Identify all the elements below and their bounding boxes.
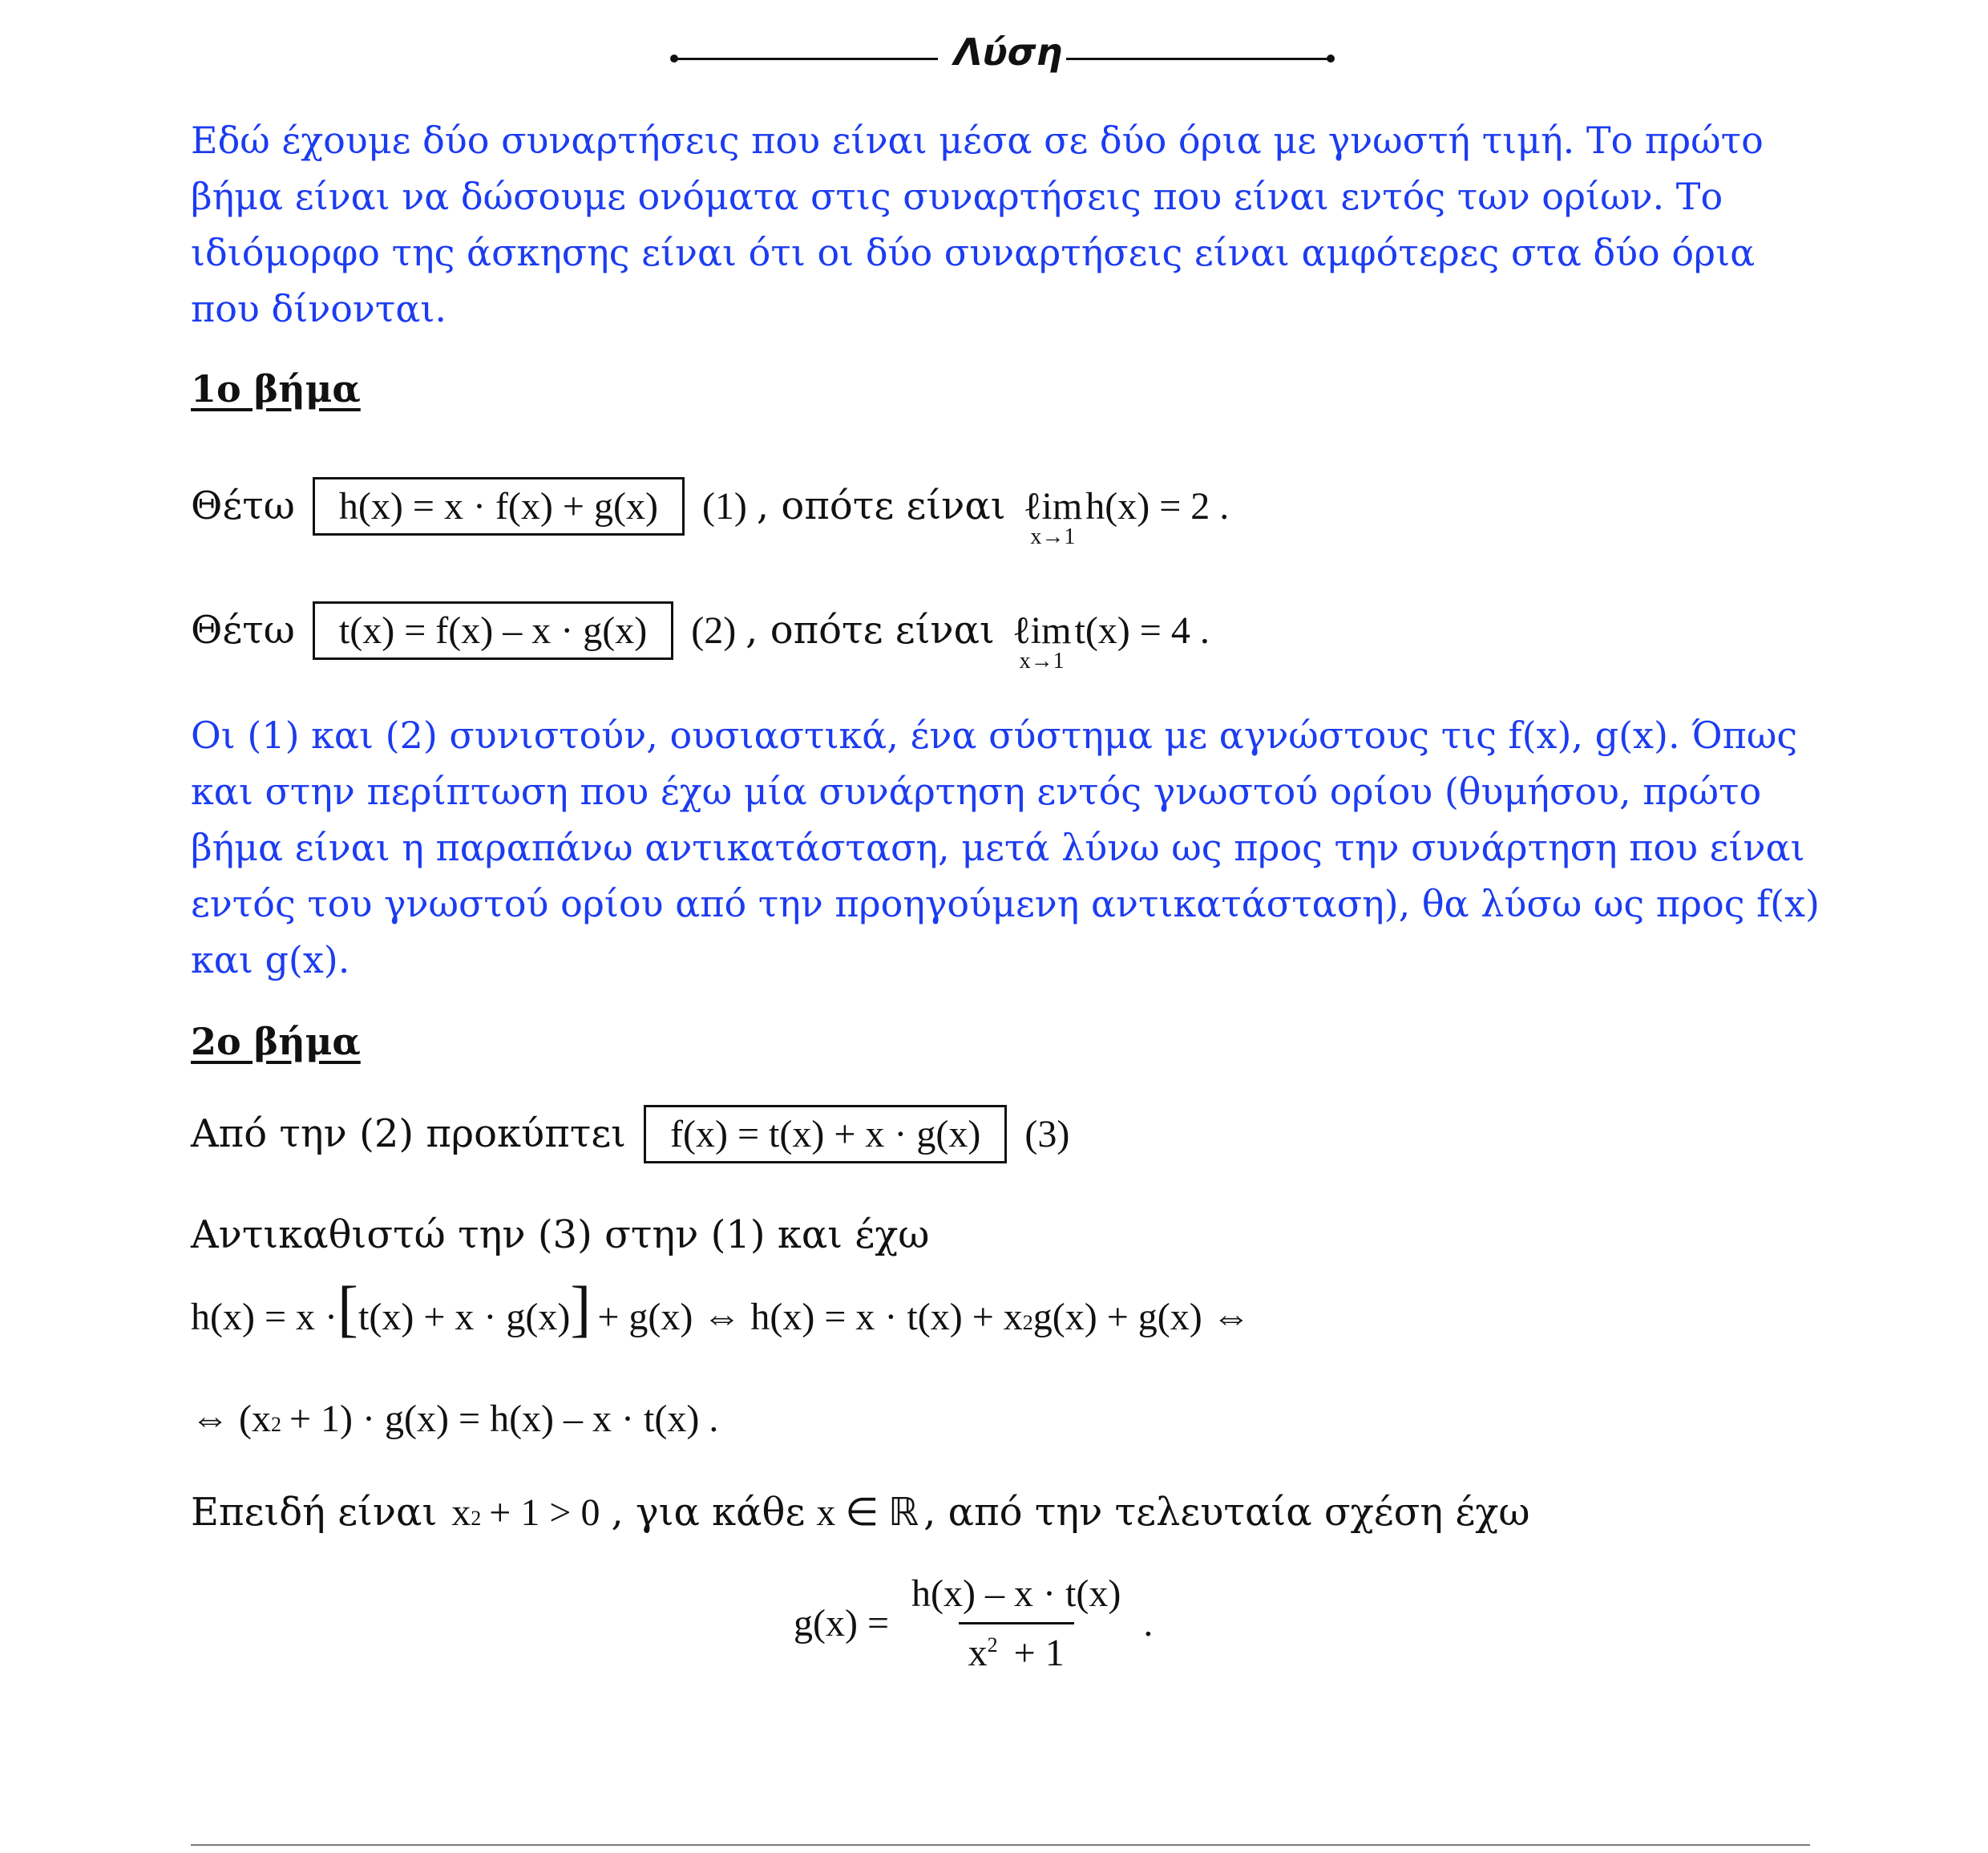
- since-a: Επειδή είναι: [191, 1490, 438, 1535]
- eq-tag: (1): [701, 485, 747, 528]
- lead-text: Από την (2) προκύπτει: [191, 1111, 626, 1156]
- step1-line1: [191, 477, 1230, 549]
- limit-subscript: x→1: [1019, 649, 1065, 674]
- since-line: [191, 1490, 1529, 1535]
- left-bracket: [: [337, 1273, 359, 1343]
- den-base: x: [968, 1632, 988, 1674]
- right-bracket: ]: [570, 1273, 592, 1343]
- since-b: x: [451, 1491, 471, 1534]
- equation-1: [191, 1273, 1251, 1343]
- boxed-equation-h: h(x) = x · f(x) + g(x): [313, 477, 685, 536]
- heading-dot-right: [1327, 55, 1335, 63]
- fraction-numerator: h(x) – x · t(x): [911, 1572, 1121, 1615]
- since-c: + 1 > 0: [489, 1491, 600, 1534]
- eq-tag: (3): [1024, 1113, 1070, 1155]
- step1-title: 1ο βήμα: [191, 367, 361, 411]
- den-exponent: 2: [987, 1633, 998, 1657]
- eq1-part-b: t(x) + x · g(x): [358, 1296, 571, 1338]
- eq1-part-c: + g(x) ⇔ h(x) = x · t(x) + x: [597, 1296, 1023, 1338]
- final-fraction: [902, 1572, 1130, 1675]
- step2-line1: [191, 1105, 1069, 1163]
- equation-2: [191, 1397, 718, 1441]
- fraction-denominator: [959, 1622, 1074, 1675]
- step1-line2: [191, 601, 1210, 674]
- lead-text: Θέτω: [191, 608, 295, 653]
- eq1-part-d: g(x) + g(x) ⇔: [1032, 1296, 1251, 1338]
- substitute-text: Αντικαθιστώ την (3) στην (1) και έχω: [191, 1212, 930, 1257]
- eq2-exponent: 2: [270, 1413, 281, 1436]
- limit: [1023, 484, 1083, 549]
- eq1-exponent: 2: [1022, 1311, 1033, 1334]
- limit-symbol: ℓim: [1012, 609, 1072, 652]
- mid-text: , οπότε είναι: [756, 483, 1006, 528]
- lead-text: Θέτω: [191, 483, 295, 528]
- heading-title: Λύση: [954, 30, 1063, 74]
- eq1-part-a: h(x) = x ·: [191, 1296, 338, 1338]
- heading-rule-left: [673, 58, 938, 60]
- since-e: x ∈ ℝ: [816, 1491, 919, 1534]
- since-exponent: 2: [471, 1507, 482, 1530]
- since-f: , από την τελευταία σχέση έχω: [923, 1490, 1530, 1535]
- heading-rule-right: [1066, 58, 1331, 60]
- eq2-part-b: + 1) · g(x) = h(x) – x · t(x) .: [289, 1398, 719, 1440]
- final-lhs: g(x) =: [794, 1602, 890, 1645]
- mid-text: , οπότε είναι: [746, 608, 995, 653]
- limit-symbol: ℓim: [1023, 485, 1083, 528]
- boxed-equation-t: t(x) = f(x) – x · g(x): [313, 601, 673, 660]
- limit-subscript: x→1: [1030, 524, 1076, 549]
- explain-paragraph: Οι (1) και (2) συνιστούν, ουσιαστικά, ένα σύστημα με αγνώστους τις f(x), g(x). Όπως και στην περίπτωση που έχω μία συνάρτηση εντός γνωστού ορίου (θυμήσου, πρώτο βήμα είναι η παραπάνω αντικατάσταση, μετά λύνω ως προς την συνάρτηση που είναι εντός του γνωστού ορίου από την προηγούμενη αντικατάσταση), θα λύσω ως προς f(x) και g(x).: [191, 714, 1820, 981]
- step2-line2: [191, 1212, 929, 1257]
- since-d: , για κάθε: [611, 1490, 806, 1535]
- boxed-equation-f: f(x) = t(x) + x · g(x): [644, 1105, 1007, 1163]
- limit: [1012, 609, 1072, 674]
- limit-value: t(x) = 4 .: [1074, 609, 1210, 652]
- eq-tag: (2): [691, 609, 737, 652]
- footer-rule: [191, 1844, 1810, 1846]
- step2-title: 2ο βήμα: [191, 1020, 361, 1063]
- intro-paragraph: Εδώ έχουμε δύο συναρτήσεις που είναι μέσα σε δύο όρια με γνωστή τιμή. Το πρώτο βήμα είναι να δώσουμε ονόματα στις συναρτήσεις που είναι εντός των ορίων. Το ιδιόμορφο της άσκησης είναι ότι οι δύο συναρτήσεις είναι αμφότερες στα δύο όρια που δίνονται.: [191, 119, 1764, 330]
- final-period: .: [1143, 1602, 1154, 1645]
- limit-value: h(x) = 2 .: [1085, 485, 1230, 528]
- final-equation: [794, 1572, 1153, 1675]
- eq2-part-a: ⇔ (x: [191, 1398, 271, 1440]
- den-rest: + 1: [1013, 1632, 1065, 1674]
